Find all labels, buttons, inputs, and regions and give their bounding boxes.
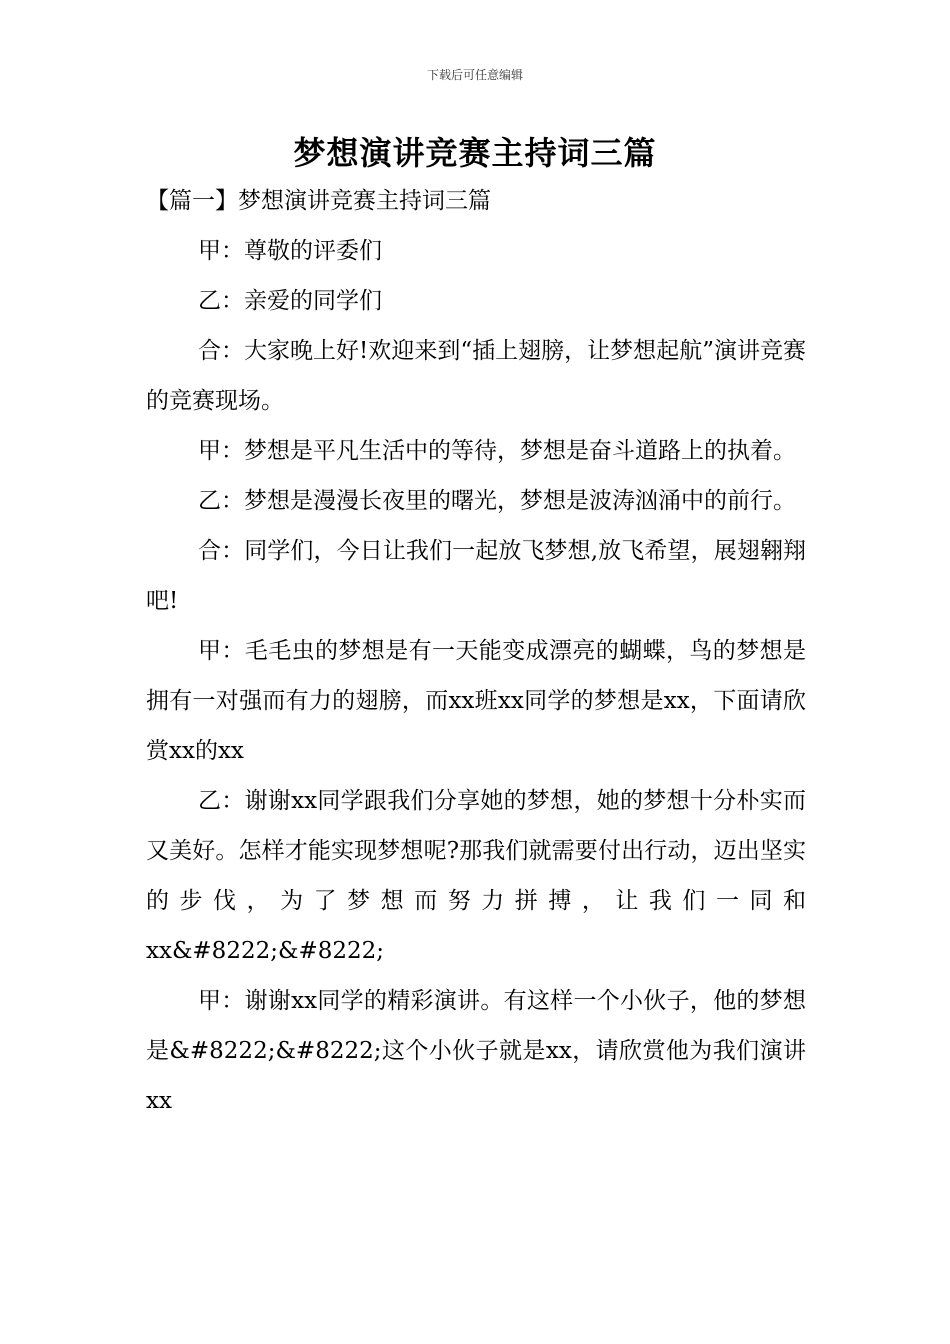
document-body xyxy=(146,176,806,1126)
paragraph: 乙：谢谢xx同学跟我们分享她的梦想，她的梦想十分朴实而又美好。怎样才能实现梦想呢?那我们就需要付出行动，迈出坚实的步伐，为了梦想而努力拼搏，让我们一同和xx&#8222;&#8222; xyxy=(146,788,806,964)
paragraph: 甲：梦想是平凡生活中的等待，梦想是奋斗道路上的执着。 xyxy=(198,438,796,464)
paragraph: 乙：梦想是漫漫长夜里的曙光，梦想是波涛汹涌中的前行。 xyxy=(198,488,796,514)
section-heading: 【篇一】梦想演讲竞赛主持词三篇 xyxy=(146,188,491,214)
paragraph: 乙：亲爱的同学们 xyxy=(198,288,382,314)
paragraph: 甲：毛毛虫的梦想是有一天能变成漂亮的蝴蝶，鸟的梦想是拥有一对强而有力的翅膀，而xx班xx同学的梦想是xx，下面请欣赏xx的xx xyxy=(146,638,806,764)
paragraph: 甲：谢谢xx同学的精彩演讲。有这样一个小伙子，他的梦想是&#8222;&#8222;这个小伙子就是xx，请欣赏他为我们演讲xx xyxy=(146,988,806,1114)
paragraph: 甲：尊敬的评委们 xyxy=(198,238,382,264)
document-title: 梦想演讲竞赛主持词三篇 xyxy=(293,134,657,172)
paragraph: 合：大家晚上好!欢迎来到“插上翅膀，让梦想起航”演讲竞赛的竞赛现场。 xyxy=(146,338,806,414)
header-note: 下载后可任意编辑 xyxy=(426,68,523,82)
paragraph: 合：同学们，今日让我们一起放飞梦想,放飞希望，展翅翱翔吧! xyxy=(146,538,806,614)
